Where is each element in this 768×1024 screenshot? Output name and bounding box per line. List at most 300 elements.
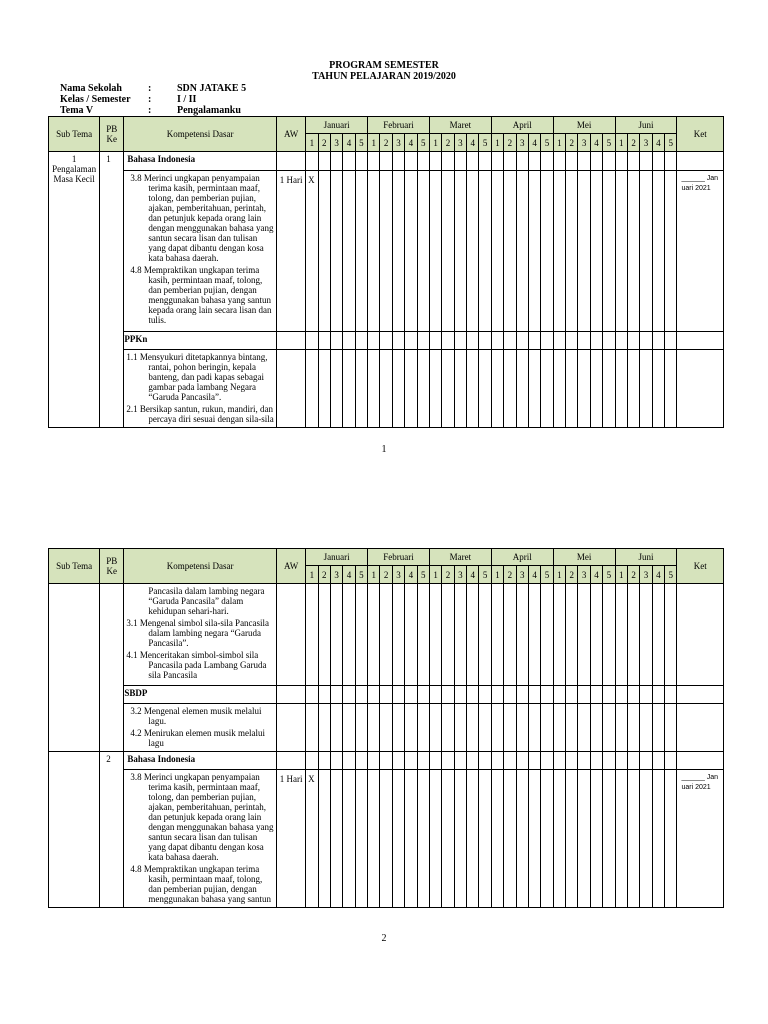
week-cell xyxy=(368,350,380,428)
header-aw: AW xyxy=(277,117,306,152)
header-week: 5 xyxy=(355,134,367,152)
week-cell xyxy=(442,752,454,770)
info-value: Pengalamanku xyxy=(177,105,241,116)
week-cell xyxy=(553,350,565,428)
week-cell xyxy=(590,332,602,350)
week-cell xyxy=(392,152,404,171)
week-cell xyxy=(355,171,367,332)
week-cell xyxy=(467,770,479,908)
week-cell xyxy=(306,704,318,752)
week-cell xyxy=(368,584,380,686)
header-week: 1 xyxy=(368,134,380,152)
week-cell xyxy=(454,752,466,770)
week-cell xyxy=(392,752,404,770)
week-cell xyxy=(429,152,441,171)
week-cell xyxy=(566,770,578,908)
week-cell xyxy=(516,332,528,350)
week-cell xyxy=(504,584,516,686)
week-cell xyxy=(343,686,355,704)
week-cell xyxy=(380,332,392,350)
week-cell xyxy=(479,171,491,332)
week-cell xyxy=(516,686,528,704)
header-month: Februari xyxy=(368,117,430,134)
week-cell xyxy=(405,686,417,704)
week-cell xyxy=(491,752,503,770)
week-cell xyxy=(355,704,367,752)
week-cell xyxy=(491,152,503,171)
week-cell xyxy=(590,152,602,171)
header-ket: Ket xyxy=(677,117,724,152)
week-cell xyxy=(318,770,330,908)
week-cell xyxy=(318,752,330,770)
header-week: 5 xyxy=(479,134,491,152)
week-cell xyxy=(553,584,565,686)
header-month: Juni xyxy=(615,549,677,566)
header-month: Maret xyxy=(429,117,491,134)
header-week: 1 xyxy=(615,566,627,584)
week-cell xyxy=(541,686,553,704)
week-cell xyxy=(578,332,590,350)
week-cell xyxy=(627,332,639,350)
header-week: 3 xyxy=(392,134,404,152)
week-cell xyxy=(491,686,503,704)
week-cell xyxy=(306,152,318,171)
header-week: 2 xyxy=(442,566,454,584)
header-month: Februari xyxy=(368,549,430,566)
week-cell xyxy=(541,770,553,908)
header-week: 1 xyxy=(306,566,318,584)
week-cell xyxy=(380,770,392,908)
week-cell xyxy=(454,152,466,171)
header-week: 1 xyxy=(306,134,318,152)
header-week: 5 xyxy=(541,566,553,584)
week-cell xyxy=(504,752,516,770)
week-cell xyxy=(578,770,590,908)
week-cell xyxy=(652,332,664,350)
header-week: 3 xyxy=(516,134,528,152)
week-cell xyxy=(615,704,627,752)
week-cell xyxy=(615,171,627,332)
week-cell xyxy=(553,171,565,332)
week-cell xyxy=(405,332,417,350)
week-cell xyxy=(627,584,639,686)
header-week: 3 xyxy=(640,566,652,584)
kd-item: 4.1 Menceritakan simbol-simbol sila Pancasila pada Lambang Garuda sila Pancasila xyxy=(126,650,267,680)
header-month: Mei xyxy=(553,117,615,134)
week-cell xyxy=(330,770,342,908)
kd-item: 3.8 Merinci ungkapan penyampaian terima kasih, permintaan maaf, tolong, dan pemberian pujian, ajakan, pemberitahuan, perintah, dan petunjuk kepada orang lain dengan menggunakan bahasa yang santun secara lisan dan tulisan yang dapat dibantu dengan kosa kata bahasa daerah. xyxy=(130,772,274,862)
week-cell xyxy=(640,686,652,704)
header-month: Maret xyxy=(429,549,491,566)
week-cell xyxy=(429,686,441,704)
week-cell xyxy=(380,350,392,428)
week-cell xyxy=(504,171,516,332)
week-cell xyxy=(491,350,503,428)
week-cell xyxy=(330,752,342,770)
week-cell xyxy=(528,704,540,752)
week-cell xyxy=(405,584,417,686)
week-cell xyxy=(627,686,639,704)
kd-cell xyxy=(124,770,277,908)
week-cell xyxy=(306,332,318,350)
header-sub-tema: Sub Tema xyxy=(49,117,100,152)
kd-item: 3.1 Mengenal simbol sila-sila Pancasila dalam lambing negara “Garuda Pancasila”. xyxy=(126,618,270,648)
week-cell xyxy=(516,350,528,428)
week-cell xyxy=(578,704,590,752)
week-cell xyxy=(442,350,454,428)
week-cell xyxy=(566,752,578,770)
week-cell xyxy=(467,152,479,171)
info-colon: : xyxy=(148,94,152,105)
pb-cell: 2 xyxy=(100,752,124,908)
header-week: 4 xyxy=(467,566,479,584)
week-cell xyxy=(640,584,652,686)
week-cell xyxy=(627,152,639,171)
week-cell xyxy=(318,152,330,171)
week-cell xyxy=(467,350,479,428)
week-cell xyxy=(380,704,392,752)
week-cell xyxy=(541,350,553,428)
week-cell xyxy=(467,686,479,704)
week-cell xyxy=(491,584,503,686)
header-week: 2 xyxy=(318,134,330,152)
week-cell xyxy=(330,171,342,332)
header-week: 4 xyxy=(652,566,664,584)
week-cell xyxy=(603,770,615,908)
week-cell xyxy=(429,704,441,752)
week-cell xyxy=(417,770,429,908)
header-week: 4 xyxy=(405,566,417,584)
week-cell xyxy=(392,704,404,752)
week-cell xyxy=(603,350,615,428)
kd-cell xyxy=(124,171,277,332)
week-cell xyxy=(454,350,466,428)
week-cell xyxy=(380,584,392,686)
header-week: 1 xyxy=(491,134,503,152)
info-key: Nama Sekolah xyxy=(60,83,122,94)
week-cell xyxy=(590,770,602,908)
week-cell xyxy=(516,704,528,752)
week-cell xyxy=(417,332,429,350)
week-cell xyxy=(355,152,367,171)
week-cell xyxy=(491,704,503,752)
week-cell xyxy=(615,752,627,770)
header-week: 5 xyxy=(603,134,615,152)
week-cell xyxy=(343,704,355,752)
week-cell xyxy=(429,171,441,332)
week-cell xyxy=(429,350,441,428)
document-title: PROGRAM SEMESTER xyxy=(329,60,439,71)
week-cell xyxy=(491,770,503,908)
week-cell xyxy=(442,332,454,350)
week-cell xyxy=(343,770,355,908)
week-cell xyxy=(479,770,491,908)
week-cell xyxy=(467,332,479,350)
week-cell xyxy=(603,152,615,171)
week-cell xyxy=(380,752,392,770)
week-cell xyxy=(405,152,417,171)
header-pb-ke: PB Ke xyxy=(100,117,124,152)
week-cell xyxy=(652,704,664,752)
week-cell xyxy=(392,332,404,350)
header-week: 1 xyxy=(491,566,503,584)
header-week: 4 xyxy=(528,134,540,152)
week-cell xyxy=(541,152,553,171)
week-cell xyxy=(528,770,540,908)
week-cell xyxy=(380,152,392,171)
week-cell xyxy=(665,752,677,770)
week-cell xyxy=(442,770,454,908)
week-cell xyxy=(429,770,441,908)
week-cell xyxy=(541,171,553,332)
week-cell xyxy=(368,152,380,171)
week-cell xyxy=(553,752,565,770)
week-cell xyxy=(368,686,380,704)
week-cell xyxy=(392,350,404,428)
week-cell xyxy=(405,350,417,428)
week-cell xyxy=(603,171,615,332)
kd-cell xyxy=(124,704,277,752)
week-cell xyxy=(528,584,540,686)
header-week: 3 xyxy=(640,134,652,152)
week-cell xyxy=(627,770,639,908)
week-cell xyxy=(665,584,677,686)
week-cell xyxy=(528,171,540,332)
week-cell xyxy=(479,752,491,770)
week-cell xyxy=(306,350,318,428)
header-week: 2 xyxy=(566,566,578,584)
week-cell xyxy=(318,686,330,704)
week-cell xyxy=(442,686,454,704)
header-week: 5 xyxy=(541,134,553,152)
week-cell xyxy=(392,686,404,704)
week-cell xyxy=(615,686,627,704)
week-cell xyxy=(528,752,540,770)
info-value: SDN JATAKE 5 xyxy=(177,83,247,94)
week-cell xyxy=(429,332,441,350)
header-week: 2 xyxy=(318,566,330,584)
week-cell xyxy=(603,704,615,752)
week-cell xyxy=(355,332,367,350)
week-cell xyxy=(343,350,355,428)
week-cell xyxy=(627,350,639,428)
week-cell xyxy=(479,332,491,350)
week-cell xyxy=(343,171,355,332)
week-cell xyxy=(306,584,318,686)
week-cell xyxy=(355,752,367,770)
aw-cell: 1 Hari xyxy=(277,770,306,908)
header-sub-tema: Sub Tema xyxy=(49,549,100,584)
week-cell xyxy=(590,704,602,752)
week-cell xyxy=(541,752,553,770)
week-cell xyxy=(417,752,429,770)
header-week: 3 xyxy=(454,134,466,152)
week-cell xyxy=(665,770,677,908)
week-cell xyxy=(615,332,627,350)
week-cell xyxy=(343,584,355,686)
week-cell xyxy=(467,171,479,332)
week-cell xyxy=(467,584,479,686)
program-table-page2 xyxy=(48,548,724,908)
week-cell xyxy=(627,171,639,332)
week-cell xyxy=(504,152,516,171)
kd-item: 3.8 Merinci ungkapan penyampaian terima kasih, permintaan maaf, tolong, dan pemberian pujian, ajakan, pemberitahuan, perintah, dan petunjuk kepada orang lain dengan menggunakan bahasa yang santun secara lisan dan tulisan yang dapat dibantu dengan kosa kata bahasa daerah. xyxy=(130,173,274,263)
week-cell xyxy=(429,584,441,686)
header-week: 1 xyxy=(615,134,627,152)
week-cell xyxy=(516,770,528,908)
header-month: Juni xyxy=(615,117,677,134)
header-week: 4 xyxy=(528,566,540,584)
week-cell xyxy=(640,332,652,350)
header-week: 2 xyxy=(442,134,454,152)
header-week: 1 xyxy=(429,566,441,584)
week-cell xyxy=(528,350,540,428)
header-week: 1 xyxy=(553,134,565,152)
pb-cell: 1 xyxy=(100,152,124,428)
header-week: 4 xyxy=(467,134,479,152)
week-cell xyxy=(330,152,342,171)
info-key: Tema V xyxy=(60,105,94,116)
week-cell xyxy=(454,332,466,350)
header-week: 3 xyxy=(516,566,528,584)
week-cell xyxy=(368,704,380,752)
week-cell xyxy=(640,350,652,428)
header-kompetensi-dasar: Kompetensi Dasar xyxy=(124,549,277,584)
header-week: 4 xyxy=(590,566,602,584)
week-cell xyxy=(318,704,330,752)
week-cell xyxy=(479,686,491,704)
document-subtitle: TAHUN PELAJARAN 2019/2020 xyxy=(312,71,456,82)
subject-label: Bahasa Indonesia xyxy=(124,752,277,770)
week-cell xyxy=(405,752,417,770)
header-week: 2 xyxy=(380,566,392,584)
week-cell xyxy=(665,152,677,171)
week-cell xyxy=(392,584,404,686)
week-cell xyxy=(330,584,342,686)
header-week: 3 xyxy=(578,134,590,152)
header-aw: AW xyxy=(277,549,306,584)
kd-item: 4.8 Mempraktikan ungkapan terima kasih, permintaan maaf, tolong, dan pemberian pujian, dengan menggunakan bahasa yang santun kepada orang lain secara lisan dan tulis. xyxy=(130,265,272,325)
week-cell xyxy=(652,152,664,171)
week-cell xyxy=(405,171,417,332)
header-week: 5 xyxy=(417,566,429,584)
header-month: April xyxy=(491,549,553,566)
week-cell xyxy=(355,770,367,908)
week-cell xyxy=(516,152,528,171)
week-cell xyxy=(454,171,466,332)
kd-cell xyxy=(124,350,277,428)
header-month: Januari xyxy=(306,549,368,566)
week-cell xyxy=(330,686,342,704)
header-week: 4 xyxy=(343,566,355,584)
week-cell xyxy=(355,686,367,704)
week-cell xyxy=(479,152,491,171)
week-cell xyxy=(578,686,590,704)
subject-label: SBDP xyxy=(124,686,277,704)
week-cell xyxy=(590,752,602,770)
week-cell xyxy=(665,171,677,332)
week-cell xyxy=(392,770,404,908)
week-cell xyxy=(355,584,367,686)
week-cell xyxy=(541,704,553,752)
week-cell xyxy=(355,350,367,428)
kd-cell xyxy=(124,584,277,686)
week-cell xyxy=(627,752,639,770)
week-cell xyxy=(417,350,429,428)
ket-cell: ______ Jan uari 2021 xyxy=(677,171,724,332)
week-cell xyxy=(504,770,516,908)
week-cell xyxy=(343,752,355,770)
week-cell xyxy=(640,704,652,752)
week-cell xyxy=(417,584,429,686)
header-kompetensi-dasar: Kompetensi Dasar xyxy=(124,117,277,152)
header-week: 3 xyxy=(392,566,404,584)
week-cell xyxy=(590,584,602,686)
header-week: 5 xyxy=(665,134,677,152)
week-cell xyxy=(615,584,627,686)
week-cell xyxy=(368,770,380,908)
week-cell xyxy=(553,332,565,350)
week-cell xyxy=(318,171,330,332)
kd-item: 4.8 Mempraktikan ungkapan terima kasih, permintaan maaf, tolong, dan pemberian pujian, dengan menggunakan bahasa yang santun xyxy=(130,864,272,904)
kd-item: Pancasila dalam lambing negara “Garuda Pancasila” dalam kehidupan sehari-hari. xyxy=(148,586,265,616)
week-cell xyxy=(528,686,540,704)
week-cell xyxy=(528,332,540,350)
week-cell xyxy=(380,686,392,704)
week-cell xyxy=(603,752,615,770)
week-cell xyxy=(553,704,565,752)
header-week: 3 xyxy=(330,134,342,152)
week-cell xyxy=(380,171,392,332)
header-week: 5 xyxy=(665,566,677,584)
week-cell xyxy=(429,752,441,770)
week-cell xyxy=(640,770,652,908)
week-cell xyxy=(454,584,466,686)
week-cell xyxy=(615,350,627,428)
info-key: Kelas / Semester xyxy=(60,94,131,105)
kd-item: 4.2 Menirukan elemen musik melalui lagu xyxy=(130,728,266,748)
header-month: April xyxy=(491,117,553,134)
week-cell xyxy=(652,770,664,908)
week-cell xyxy=(368,752,380,770)
header-week: 5 xyxy=(479,566,491,584)
week-cell xyxy=(627,704,639,752)
header-week: 3 xyxy=(454,566,466,584)
week-cell xyxy=(665,350,677,428)
week-cell xyxy=(479,584,491,686)
header-week: 2 xyxy=(566,134,578,152)
week-cell xyxy=(479,350,491,428)
header-week: 1 xyxy=(553,566,565,584)
week-cell xyxy=(665,704,677,752)
week-cell xyxy=(504,704,516,752)
week-cell xyxy=(553,152,565,171)
week-cell xyxy=(343,152,355,171)
week-cell xyxy=(516,752,528,770)
header-week: 4 xyxy=(405,134,417,152)
week-cell xyxy=(467,752,479,770)
header-month: Januari xyxy=(306,117,368,134)
week-cell xyxy=(541,584,553,686)
week-cell xyxy=(491,171,503,332)
header-ket: Ket xyxy=(677,549,724,584)
week-cell xyxy=(467,704,479,752)
info-value: I / II xyxy=(177,94,197,105)
week-cell xyxy=(652,686,664,704)
header-week: 3 xyxy=(578,566,590,584)
week-cell xyxy=(454,770,466,908)
week-cell xyxy=(665,686,677,704)
